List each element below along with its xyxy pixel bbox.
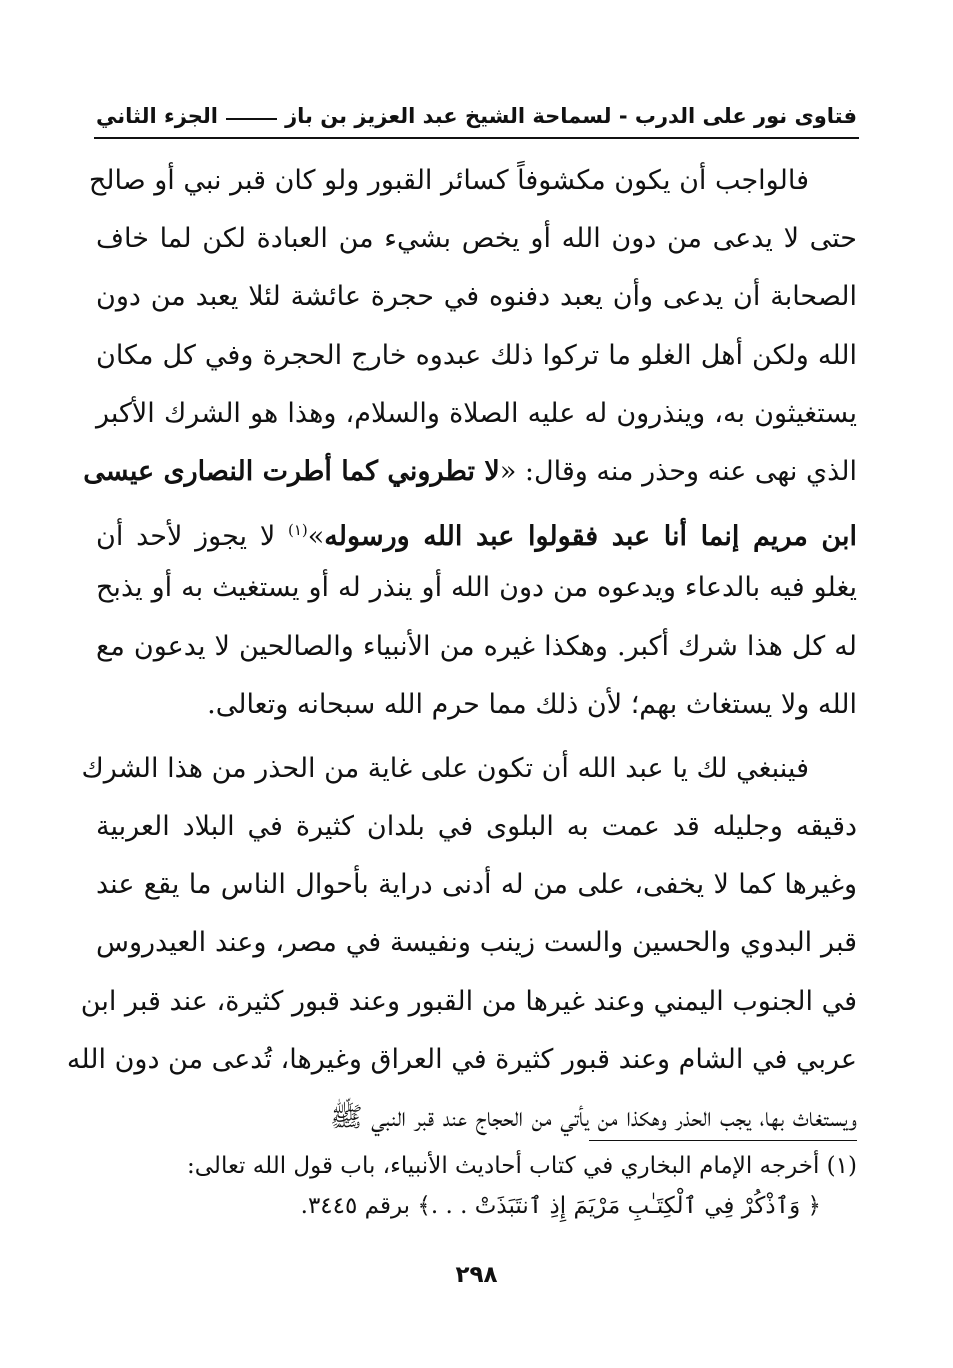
text-line: [96, 676, 857, 734]
text-line: [80, 973, 857, 1031]
text-segment: الذي نهى عنه وحذر منه وقال: «: [499, 455, 857, 487]
text-line: [81, 740, 857, 798]
text-segment: الله ولكن أهل الغلو ما تركوا ذلك عبدوه خارج الحجرة وفي كل مكان: [96, 339, 857, 371]
text-segment: في الجنوب اليمني وعند غيرها من القبور وعند قبور كثيرة، عند قبر ابن: [80, 985, 857, 1017]
hadith-quote: ابن مريم إنما أنا عبد فقولوا عبد الله ورسوله: [324, 521, 858, 553]
paragraph: [66, 740, 858, 1147]
text-line: [96, 798, 857, 856]
body-text: [66, 152, 858, 1147]
text-segment: عربي في الشام وعند قبور كثيرة في العراق وغيرها، تُدعى من دون الله: [66, 1043, 857, 1075]
text-segment: دقيقه وجليله قد عمت به البلوى في بلدان كثيرة في البلاد العربية: [96, 811, 858, 843]
text-line: [96, 385, 857, 443]
text-line: [96, 327, 857, 385]
text-segment: الله ولا يستغاث بهم؛ لأن ذلك مما حرم الله سبحانه وتعالى.: [207, 688, 857, 720]
text-line: [96, 210, 857, 268]
text-line: [96, 856, 857, 914]
text-segment: حتى لا يدعى من دون الله أو يخص بشيء من العبادة لكن لما خاف: [96, 223, 857, 255]
text-segment: الصحابة أن يدعى وأن يعبد دفنوه في حجرة عائشة لئلا يعبد من دون: [96, 281, 857, 313]
text-line: [88, 152, 857, 210]
text-line: [66, 1031, 857, 1089]
footnote-reference: (١): [287, 521, 308, 540]
text-line: [96, 914, 857, 972]
text-line: [96, 559, 857, 617]
text-segment: »: [307, 521, 325, 553]
text-segment: لا يجوز لأحد أن: [96, 521, 288, 553]
part-label: الجزء الثاني: [96, 104, 219, 128]
header-dash-line: [226, 118, 277, 120]
header-rule: [94, 137, 859, 139]
text-segment: قبر البدوي والحسين والست زينب ونفيسة في مصر، وعند العيدروس: [96, 927, 857, 959]
text-segment: له كل هذا شرك أكبر. وهكذا غيره من الأنبياء والصالحين لا يدعون مع: [96, 630, 857, 662]
page-number: ٢٩٨: [455, 1262, 498, 1288]
text-segment: يغلو فيه بالدعاء ويدعوه من دون الله أو ينذر له أو يستغيث به أو يذبح: [96, 572, 857, 604]
text-segment: يستغيثون به، وينذرون له عليه الصلاة والسلام، وهذا هو الشرك الأكبر: [96, 397, 857, 429]
footnote-line-1: (١) أخرجه الإمام البخاري في كتاب أحاديث الأنبياء، باب قول الله تعالى:: [187, 1153, 857, 1179]
running-header: [96, 96, 857, 136]
text-line: [96, 1089, 857, 1147]
text-segment: فالواجب أن يكون مكشوفاً كسائر القبور ولو كان قبر نبي أو صالح: [88, 165, 809, 196]
book-title: فتاوى نور على الدرب - لسماحة الشيخ عبد العزيز بن باز: [285, 104, 857, 128]
footnote-separator: [589, 1140, 857, 1141]
paragraph: [83, 152, 858, 734]
text-segment: ويستغاث بها، يجب الحذر وهكذا من يأتي من الحجاج عند قبر النبي ﷺ: [329, 1102, 857, 1133]
text-line: [96, 268, 857, 326]
hadith-quote: لا تطروني كما أطرت النصارى عيسى: [83, 455, 500, 487]
text-line: [96, 618, 857, 676]
text-line: [96, 501, 857, 559]
text-line: [83, 443, 857, 501]
footnote-line-2: ﴿ وَٱذْكُرْ فِي ٱلْكِتَـٰبِ مَرْيَمَ إِذِ ٱنتَبَذَتْ . . .﴾ برقم ٣٤٤٥.: [300, 1193, 821, 1219]
footnote: [96, 1146, 857, 1226]
text-segment: فينبغي لك يا عبد الله أن تكون على غاية من الحذر من هذا الشرك: [81, 752, 809, 784]
text-segment: وغيرها كما لا يخفى، على من له أدنى دراية بأحوال الناس ما يقع عند: [96, 869, 857, 901]
